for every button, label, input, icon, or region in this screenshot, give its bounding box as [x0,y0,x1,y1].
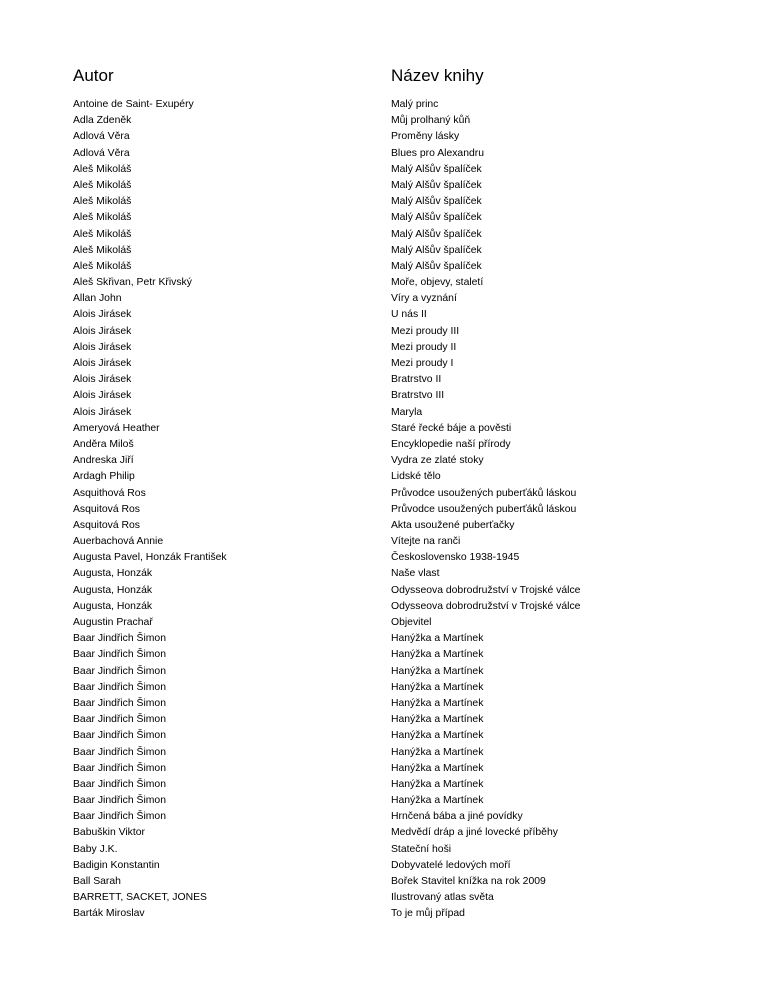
table-row [0,583,768,599]
author-cell: Adla Zdeněk [73,115,132,127]
title-cell: Odysseova dobrodružství v Trojské válce [391,584,581,596]
title-cell: Hanýžka a Martínek [391,697,484,709]
table-row [0,906,768,922]
table-row [0,550,768,566]
title-cell: Moře, objevy, staletí [391,277,484,289]
table-row [0,777,768,793]
table-row [0,825,768,841]
title-cell: Hanýžka a Martínek [391,714,484,726]
title-cell: Malý Alšův špalíček [391,179,482,191]
author-cell: Baar Jindřich Šimon [73,681,166,693]
table-row [0,113,768,129]
table-row [0,162,768,178]
title-cell: Hanýžka a Martínek [391,681,484,693]
author-cell: Augusta, Honzák [73,584,153,596]
author-cell: Aleš Mikoláš [73,179,132,191]
title-cell: Československo 1938-1945 [391,552,520,564]
table-row [0,664,768,680]
table-row [0,388,768,404]
title-cell: Hanýžka a Martínek [391,730,484,742]
title-cell: Blues pro Alexandru [391,147,484,159]
table-row [0,615,768,631]
author-cell: Augustin Prachař [73,617,153,628]
author-cell: Aleš Mikoláš [73,228,132,240]
author-cell: Ameryová Heather [73,422,160,434]
title-cell: Hanýžka a Martínek [391,778,484,790]
title-cell: Malý princ [391,99,439,110]
title-cell: Mezi proudy I [391,358,454,369]
title-cell: Hanýžka a Martínek [391,762,484,774]
author-cell: Aleš Mikoláš [73,244,132,256]
title-cell: Mezi proudy III [391,325,460,337]
author-cell: Alois Jirásek [73,374,132,386]
title-cell: Stateční hoši [391,843,452,855]
author-cell: Baar Jindřich Šimon [73,778,166,790]
table-row [0,405,768,421]
table-row [0,518,768,534]
title-cell: Můj prolhaný kůň [391,115,471,127]
title-cell: Vydra ze zlaté stoky [391,455,484,467]
title-cell: Dobyvatelé ledových moří [391,859,511,871]
table-row [0,307,768,323]
title-cell: To je můj případ [391,908,465,920]
title-cell: Průvodce usoužených puberťáků láskou [391,503,577,515]
table-row [0,631,768,647]
author-cell: Baar Jindřich Šimon [73,697,166,709]
table-row [0,372,768,388]
table-row [0,486,768,502]
table-row [0,890,768,906]
table-row [0,874,768,890]
title-cell: Hanýžka a Martínek [391,633,484,645]
author-column-header: Autor [73,66,114,85]
table-row [0,599,768,615]
table-row [0,227,768,243]
author-cell: Baar Jindřich Šimon [73,730,166,742]
title-cell: Proměny lásky [391,131,460,143]
title-cell: Hanýžka a Martínek [391,649,484,661]
author-cell: Babuškin Viktor [73,827,146,839]
title-cell: Hanýžka a Martínek [391,746,484,758]
title-cell: Malý Alšův špalíček [391,212,482,224]
table-row [0,97,768,113]
table-row [0,745,768,761]
author-cell: Alois Jirásek [73,325,132,337]
table-row [0,259,768,275]
table-row [0,178,768,194]
author-cell: Asquitová Ros [73,519,140,531]
title-cell: Bratrstvo II [391,374,442,386]
author-cell: Baar Jindřich Šimon [73,795,166,807]
title-cell: Hanýžka a Martínek [391,665,484,677]
title-cell: Maryla [391,406,423,418]
table-row [0,696,768,712]
table-row [0,793,768,809]
table-row [0,356,768,372]
author-cell: Alois Jirásek [73,341,132,353]
title-cell: Malý Alšův špalíček [391,228,482,240]
title-cell: Hanýžka a Martínek [391,795,484,807]
title-cell: Malý Alšův špalíček [391,196,482,208]
table-row [0,453,768,469]
title-cell: Malý Alšův špalíček [391,163,482,175]
author-cell: Auerbachová Annie [73,536,164,548]
table-row [0,194,768,210]
author-cell: Baar Jindřich Šimon [73,633,166,645]
title-cell: Bratrstvo III [391,390,445,402]
title-cell: Průvodce usoužených puberťáků láskou [391,487,577,499]
table-row [0,421,768,437]
author-cell: Baar Jindřich Šimon [73,649,166,661]
author-cell: Baby J.K. [73,843,118,855]
table-row [0,502,768,518]
title-cell: Akta usoužené puberťačky [391,519,515,531]
author-cell: Baar Jindřich Šimon [73,714,166,726]
author-cell: Ball Sarah [73,876,121,887]
author-cell: Aleš Skřivan, Petr Křivský [73,277,192,289]
author-cell: Andreska Jiří [73,455,134,467]
title-cell: Naše vlast [391,568,440,580]
table-row [0,469,768,485]
author-cell: BARRETT, SACKET, JONES [73,892,207,904]
table-row [0,437,768,453]
author-cell: Alois Jirásek [73,390,132,402]
title-cell: Odysseova dobrodružství v Trojské válce [391,600,581,612]
author-cell: Alois Jirásek [73,358,132,369]
table-row [0,324,768,340]
table-row [0,291,768,307]
table-row [0,761,768,777]
title-cell: Staré řecké báje a pověsti [391,422,512,434]
table-row [0,842,768,858]
author-cell: Aleš Mikoláš [73,163,132,175]
author-cell: Asquitová Ros [73,503,140,515]
title-cell: Objevitel [391,617,432,628]
author-cell: Alois Jirásek [73,309,132,321]
title-cell: Malý Alšův špalíček [391,244,482,256]
author-cell: Allan John [73,293,122,305]
table-row [0,680,768,696]
book-list [0,97,768,923]
author-cell: Augusta, Honzák [73,568,153,580]
table-row [0,534,768,550]
table-row [0,858,768,874]
title-cell: Lidské tělo [391,471,441,483]
author-cell: Ardagh Philip [73,471,135,483]
table-row [0,129,768,145]
title-cell: Mezi proudy II [391,341,457,353]
title-cell: Hrnčená bába a jiné povídky [391,811,523,823]
author-cell: Baar Jindřich Šimon [73,746,166,758]
title-cell: Encyklopedie naší přírody [391,438,511,450]
table-row [0,712,768,728]
table-row [0,146,768,162]
author-cell: Adlová Věra [73,147,130,159]
author-cell: Aleš Mikoláš [73,260,132,272]
table-row [0,728,768,744]
author-cell: Aleš Mikoláš [73,196,132,208]
title-cell: Malý Alšův špalíček [391,260,482,272]
title-cell: U nás II [391,309,427,321]
title-cell: Medvědí dráp a jiné lovecké příběhy [391,827,558,839]
author-cell: Baar Jindřich Šimon [73,665,166,677]
table-row [0,809,768,825]
title-cell: Víry a vyznání [391,293,457,305]
table-row [0,566,768,582]
author-cell: Baar Jindřich Šimon [73,811,166,823]
author-cell: Adlová Věra [73,131,130,143]
author-cell: Asquithová Ros [73,487,146,499]
title-cell: Bořek Stavitel knížka na rok 2009 [391,876,546,887]
author-cell: Alois Jirásek [73,406,132,418]
author-cell: Badigin Konstantin [73,859,160,871]
title-column-header: Název knihy [391,66,484,85]
author-cell: Augusta Pavel, Honzák František [73,552,227,564]
table-row [0,243,768,259]
table-row [0,340,768,356]
author-cell: Antoine de Saint- Exupéry [73,99,194,110]
table-row [0,275,768,291]
author-cell: Baar Jindřich Šimon [73,762,166,774]
title-cell: Vítejte na ranči [391,536,461,548]
title-cell: Ilustrovaný atlas světa [391,892,494,904]
table-row [0,647,768,663]
table-row [0,210,768,226]
author-cell: Augusta, Honzák [73,600,153,612]
author-cell: Barták Miroslav [73,908,145,920]
author-cell: Aleš Mikoláš [73,212,132,224]
author-cell: Anděra Miloš [73,438,134,450]
